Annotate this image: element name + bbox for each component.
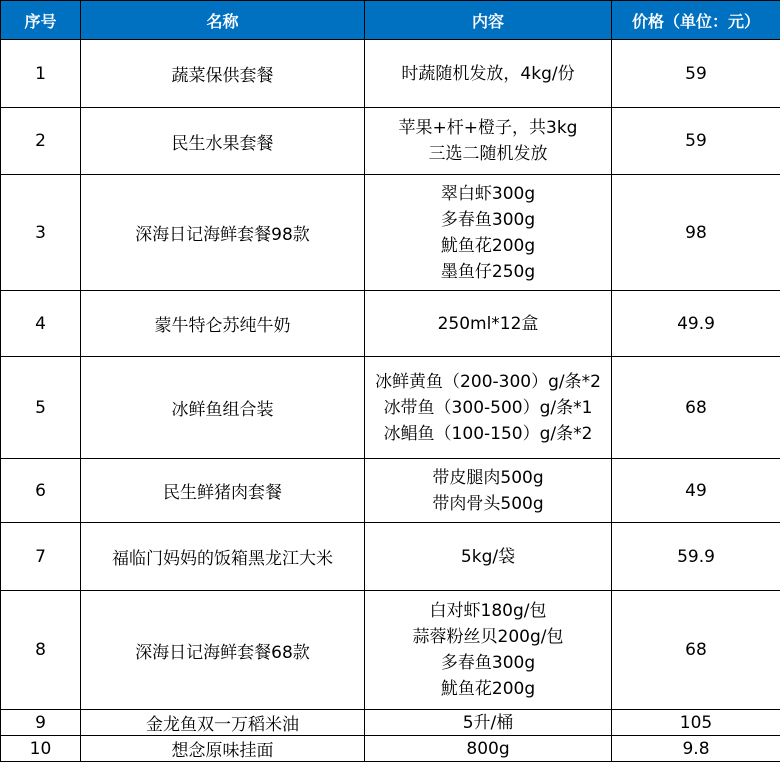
content-line: 魷鱼花200g <box>440 679 536 699</box>
table-row <box>1 175 780 291</box>
row-name: 深海日记海鲜套餐68款 <box>81 591 365 710</box>
content-line: 白对虾180g/包 <box>429 601 547 621</box>
row-content <box>365 291 612 357</box>
header-price: 价格（单位：元） <box>612 1 780 40</box>
row-name: 福临门妈妈的饭箱黑龙江大米 <box>81 523 365 591</box>
header-name: 名称 <box>81 1 365 40</box>
row-name: 蔬菜保供套餐 <box>81 40 365 108</box>
row-price: 98 <box>612 175 780 291</box>
content-line: 翠白虾300g <box>440 183 536 204</box>
row-price: 59.9 <box>612 523 780 591</box>
content-line: 带肉骨头500g <box>432 493 544 514</box>
row-no: 3 <box>1 175 81 291</box>
row-content <box>365 459 612 523</box>
row-price: 105 <box>612 710 780 736</box>
row-no: 4 <box>1 291 81 357</box>
row-no: 1 <box>1 40 81 108</box>
content-line: 蒜蓉粉丝贝200g/包 <box>412 627 564 647</box>
table-row <box>1 108 780 175</box>
row-content <box>365 357 612 459</box>
row-price: 49 <box>612 459 780 523</box>
content-line: 冰带鱼（300-500）g/条*1 <box>383 397 593 418</box>
row-no: 5 <box>1 357 81 459</box>
row-no: 10 <box>1 736 81 762</box>
content-line: 多春鱼300g <box>440 209 536 230</box>
row-content <box>365 736 612 762</box>
row-name: 深海日记海鲜套餐98款 <box>81 175 365 291</box>
row-name: 民生水果套餐 <box>81 108 365 175</box>
row-price: 59 <box>612 108 780 175</box>
row-no: 6 <box>1 459 81 523</box>
row-price: 49.9 <box>612 291 780 357</box>
content-line: 时蔬随机发放，4kg/份 <box>401 63 575 84</box>
row-name: 金龙鱼双一万稻米油 <box>81 710 365 736</box>
table-row <box>1 291 780 357</box>
header-no: 序号 <box>1 1 81 40</box>
table-row <box>1 710 780 736</box>
table-row <box>1 736 780 762</box>
content-line: 墨鱼仔250g <box>440 261 536 282</box>
row-content <box>365 108 612 175</box>
row-price: 59 <box>612 40 780 108</box>
content-line: 250ml*12盒 <box>437 313 539 334</box>
content-line: 带皮腿肉500g <box>432 467 544 488</box>
table-row <box>1 459 780 523</box>
row-name: 民生鲜猪肉套餐 <box>81 459 365 523</box>
row-content <box>365 591 612 710</box>
content-line: 冰鲳鱼（100-150）g/条*2 <box>383 423 593 444</box>
row-name: 冰鲜鱼组合装 <box>81 357 365 459</box>
row-content <box>365 710 612 736</box>
row-content <box>365 175 612 291</box>
table-row <box>1 40 780 108</box>
content-line: 多春鱼300g <box>440 653 536 673</box>
content-line: 苹果+杆+橙子，共3kg <box>398 118 578 138</box>
row-price: 68 <box>612 357 780 459</box>
table-row <box>1 523 780 591</box>
header-content: 内容 <box>365 1 612 40</box>
row-price: 68 <box>612 591 780 710</box>
content-line: 800g <box>466 738 510 759</box>
content-line: 冰鲜黄鱼（200-300）g/条*2 <box>375 371 601 392</box>
header-row <box>1 1 780 40</box>
content-line: 三选二随机发放 <box>428 144 548 164</box>
table-row <box>1 357 780 459</box>
row-price: 9.8 <box>612 736 780 762</box>
content-line: 魷鱼花200g <box>440 235 536 256</box>
table-row <box>1 591 780 710</box>
row-name: 蒙牛特仑苏纯牛奶 <box>81 291 365 357</box>
row-no: 8 <box>1 591 81 710</box>
row-content <box>365 40 612 108</box>
row-no: 9 <box>1 710 81 736</box>
content-line: 5升/桶 <box>462 712 514 733</box>
row-name: 想念原味挂面 <box>81 736 365 762</box>
row-content <box>365 523 612 591</box>
row-no: 2 <box>1 108 81 175</box>
row-no: 7 <box>1 523 81 591</box>
content-line: 5kg/袋 <box>460 546 516 567</box>
